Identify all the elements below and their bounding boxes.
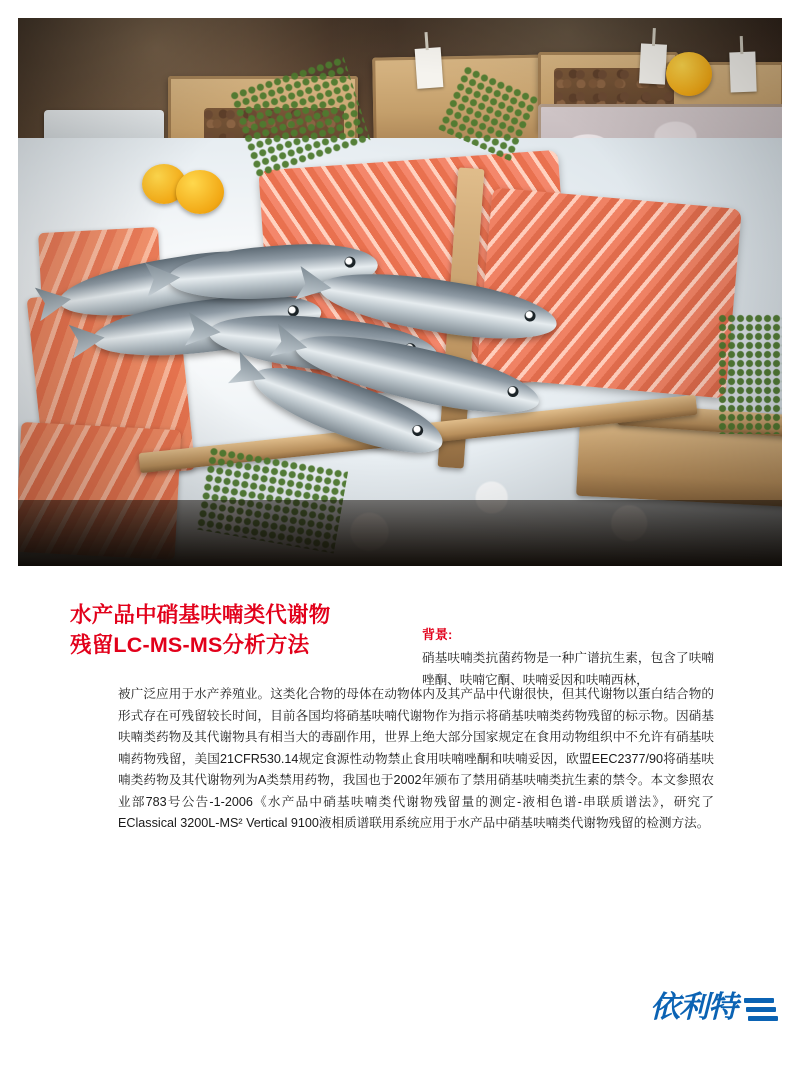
title-block xyxy=(70,600,410,660)
page-title xyxy=(70,600,410,660)
page-title-line-2: 残留LC-MS-MS分析方法 xyxy=(70,633,310,657)
hero-image xyxy=(18,18,782,566)
brand-logo xyxy=(650,993,778,1023)
brand-name: 依利特 xyxy=(650,991,737,1024)
hero-image-art xyxy=(18,18,782,566)
background-heading: 背景: xyxy=(422,627,453,642)
background-first-paragraph: 硝基呋喃类抗菌药物是一种广谱抗生素，包含了呋喃唑酮、呋喃它酮、呋喃妥因和呋喃西林， xyxy=(422,651,714,687)
background-body-paragraph: 被广泛应用于水产养殖业。这类化合物的母体在动物体内及其产品中代谢很快，但其代谢物以蛋白结合物的形式存在可残留较长时间，目前各国均将硝基呋喃代谢物作为指示将硝基呋喃类药物残留的标示物。因硝基呋喃类药物及其代谢物具有相当大的毒副作用，世界上绝大部分国家规定在食用动物组织中不允许有硝基呋喃药物残留，美国21CFR530.14规定食源性动物禁止食用呋喃唑酮和呋喃妥因，欧盟EEC2377/90将硝基呋喃类药物及其代谢物列为A类禁用药物，我国也于2002年颁布了禁用硝基呋喃类抗生素的禁令。本文参照农业部783号公告-1-2006《水产品中硝基呋喃类代谢物残留量的测定-液相色谱-串联质谱法》，研究了EClassical 3200L-MS² Vertical 9100液相质谱联用系统应用于水产品中硝基呋喃类代谢物残留的检测方法。 xyxy=(118,687,714,830)
image-vignette xyxy=(18,18,782,566)
page-title-line-1: 水产品中硝基呋喃类代谢物 xyxy=(70,603,331,627)
three-bars-icon xyxy=(744,995,778,1021)
background-body xyxy=(118,684,714,835)
